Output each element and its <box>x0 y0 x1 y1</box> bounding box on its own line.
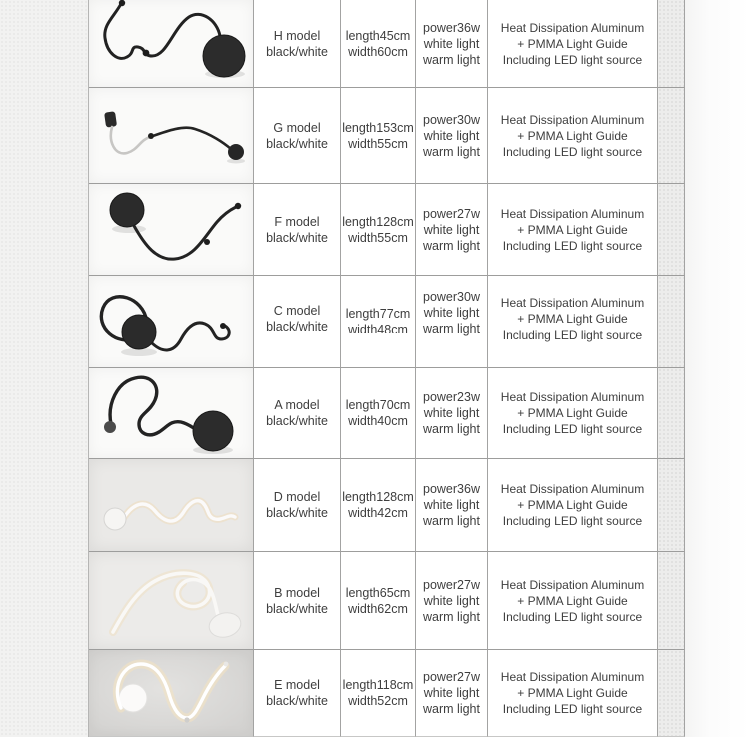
right-margin <box>684 0 750 737</box>
light-type-2: warm light <box>423 322 480 336</box>
power-value: power27w <box>423 577 480 592</box>
clipped-size-text <box>346 306 411 333</box>
light-type-1: white light <box>423 686 480 700</box>
table-row <box>89 459 685 552</box>
model-name: D model <box>273 490 321 504</box>
light-type-2: warm light <box>423 702 480 716</box>
length-value: length153cm <box>342 120 414 135</box>
power-cell <box>416 184 488 276</box>
lamp-photo <box>89 368 254 459</box>
description-cell <box>488 459 658 552</box>
light-type-2: warm light <box>423 52 480 67</box>
empty-gutter-cell <box>658 368 685 459</box>
light-type-2: warm light <box>423 609 480 624</box>
desc-line: Including LED light source <box>502 609 643 624</box>
lamp-photo <box>89 0 254 88</box>
wall-lamp-g-icon <box>89 88 254 183</box>
size-cell <box>341 459 416 552</box>
desc-line: Heat Dissipation Aluminum <box>500 577 645 592</box>
lamp-photo <box>89 459 254 552</box>
power-cell <box>416 276 488 368</box>
desc-line: Including LED light source <box>502 514 643 528</box>
model-cell <box>254 0 341 88</box>
desc-line: + PMMA Light Guide <box>517 593 628 608</box>
desc-line: Including LED light source <box>502 238 643 253</box>
empty-gutter-cell <box>658 88 685 184</box>
model-cell <box>254 459 341 552</box>
desc-line: Heat Dissipation Aluminum <box>500 206 645 221</box>
model-finish: black/white <box>266 694 328 708</box>
table-row <box>89 88 685 184</box>
desc-line: + PMMA Light Guide <box>517 36 628 51</box>
model-finish: black/white <box>266 230 328 245</box>
description-cell <box>488 552 658 650</box>
empty-gutter-cell <box>658 0 685 88</box>
wall-lamp-h-icon <box>89 0 254 87</box>
power-value: power23w <box>423 390 480 404</box>
desc-line: Heat Dissipation Aluminum <box>500 390 645 404</box>
model-name: F model <box>274 214 320 229</box>
desc-line: Heat Dissipation Aluminum <box>500 112 645 127</box>
left-margin <box>0 0 88 737</box>
light-type-1: white light <box>423 498 480 512</box>
wall-lamp-b-icon <box>89 552 254 649</box>
model-finish: black/white <box>266 44 328 59</box>
size-cell <box>341 650 416 737</box>
empty-gutter-cell <box>658 184 685 276</box>
table-row <box>89 368 685 459</box>
desc-line: + PMMA Light Guide <box>517 128 628 143</box>
size-cell <box>341 368 416 459</box>
empty-gutter-cell <box>658 459 685 552</box>
desc-line: + PMMA Light Guide <box>517 406 628 420</box>
description-cell <box>488 368 658 459</box>
light-type-2: warm light <box>423 422 480 436</box>
width-value: width40cm <box>348 414 408 428</box>
length-value: length70cm <box>345 398 411 412</box>
power-value: power27w <box>423 206 480 221</box>
width-value: width55cm <box>348 136 408 151</box>
desc-line: Including LED light source <box>502 52 643 67</box>
model-finish: black/white <box>266 414 328 428</box>
wall-lamp-f-icon <box>89 184 254 275</box>
width-value: width55cm <box>348 230 408 245</box>
table-row <box>89 552 685 650</box>
power-cell <box>416 650 488 737</box>
wall-lamp-a-icon <box>89 368 254 458</box>
model-finish: black/white <box>266 320 328 334</box>
power-cell <box>416 552 488 650</box>
model-name: G model <box>273 120 321 135</box>
model-name: E model <box>274 678 320 692</box>
length-value: length128cm <box>342 214 414 229</box>
power-value: power30w <box>423 112 480 127</box>
desc-line: Heat Dissipation Aluminum <box>500 20 645 35</box>
desc-line: + PMMA Light Guide <box>517 222 628 237</box>
light-type-1: white light <box>423 593 480 608</box>
length-value: length77cm <box>345 307 411 321</box>
power-cell <box>416 0 488 88</box>
desc-line: Including LED light source <box>502 144 643 159</box>
light-type-1: white light <box>423 306 480 320</box>
desc-line: + PMMA Light Guide <box>517 498 628 512</box>
lamp-photo <box>89 552 254 650</box>
wall-lamp-d-icon <box>89 459 254 551</box>
width-value: width52cm <box>348 694 408 708</box>
model-name: C model <box>273 304 321 318</box>
length-value: length118cm <box>342 678 414 692</box>
empty-gutter-cell <box>658 552 685 650</box>
lamp-photo <box>89 184 254 276</box>
light-type-2: warm light <box>423 238 480 253</box>
model-finish: black/white <box>266 136 328 151</box>
size-cell <box>341 552 416 650</box>
lamp-photo <box>89 650 254 737</box>
desc-line: + PMMA Light Guide <box>517 686 628 700</box>
description-cell <box>488 0 658 88</box>
table-row <box>89 0 685 88</box>
model-cell <box>254 276 341 368</box>
light-type-1: white light <box>423 406 480 420</box>
desc-line: Including LED light source <box>502 422 643 436</box>
length-value: length128cm <box>342 490 414 504</box>
size-cell <box>341 88 416 184</box>
wall-lamp-e-icon <box>89 650 254 736</box>
power-cell <box>416 368 488 459</box>
description-cell <box>488 650 658 737</box>
power-value: power27w <box>423 670 480 684</box>
table-row <box>89 276 685 368</box>
wall-lamp-c-icon <box>89 276 254 367</box>
size-cell <box>341 0 416 88</box>
power-value: power36w <box>423 482 480 496</box>
width-value: width42cm <box>348 506 408 520</box>
model-cell <box>254 552 341 650</box>
width-value: width62cm <box>348 601 408 616</box>
lamp-photo <box>89 88 254 184</box>
light-type-1: white light <box>423 128 480 143</box>
light-type-2: warm light <box>423 144 480 159</box>
width-value: width48cm <box>348 323 408 333</box>
spec-table <box>88 0 684 737</box>
size-cell <box>341 276 416 368</box>
desc-line: Heat Dissipation Aluminum <box>500 296 645 310</box>
power-value: power30w <box>423 290 480 304</box>
description-cell <box>488 276 658 368</box>
light-type-2: warm light <box>423 514 480 528</box>
desc-line: + PMMA Light Guide <box>517 312 628 326</box>
light-type-1: white light <box>423 222 480 237</box>
model-finish: black/white <box>266 506 328 520</box>
model-name: A model <box>274 398 320 412</box>
model-finish: black/white <box>266 601 328 616</box>
empty-gutter-cell <box>658 650 685 737</box>
desc-line: Heat Dissipation Aluminum <box>500 482 645 496</box>
power-cell <box>416 459 488 552</box>
size-cell <box>341 184 416 276</box>
model-cell <box>254 88 341 184</box>
lamp-photo <box>89 276 254 368</box>
length-value: length65cm <box>345 585 411 600</box>
empty-gutter-cell <box>658 276 685 368</box>
desc-line: Including LED light source <box>502 702 643 716</box>
width-value: width60cm <box>348 44 408 59</box>
model-name: H model <box>273 28 321 43</box>
description-cell <box>488 88 658 184</box>
model-cell <box>254 650 341 737</box>
description-cell <box>488 184 658 276</box>
power-value: power36w <box>423 20 480 35</box>
desc-line: Heat Dissipation Aluminum <box>500 670 645 684</box>
light-type-1: white light <box>423 36 480 51</box>
desc-line: Including LED light source <box>502 328 643 342</box>
length-value: length45cm <box>345 28 411 43</box>
table-row <box>89 184 685 276</box>
model-cell <box>254 368 341 459</box>
model-cell <box>254 184 341 276</box>
table-row <box>89 650 685 737</box>
power-cell <box>416 88 488 184</box>
model-name: B model <box>274 585 320 600</box>
